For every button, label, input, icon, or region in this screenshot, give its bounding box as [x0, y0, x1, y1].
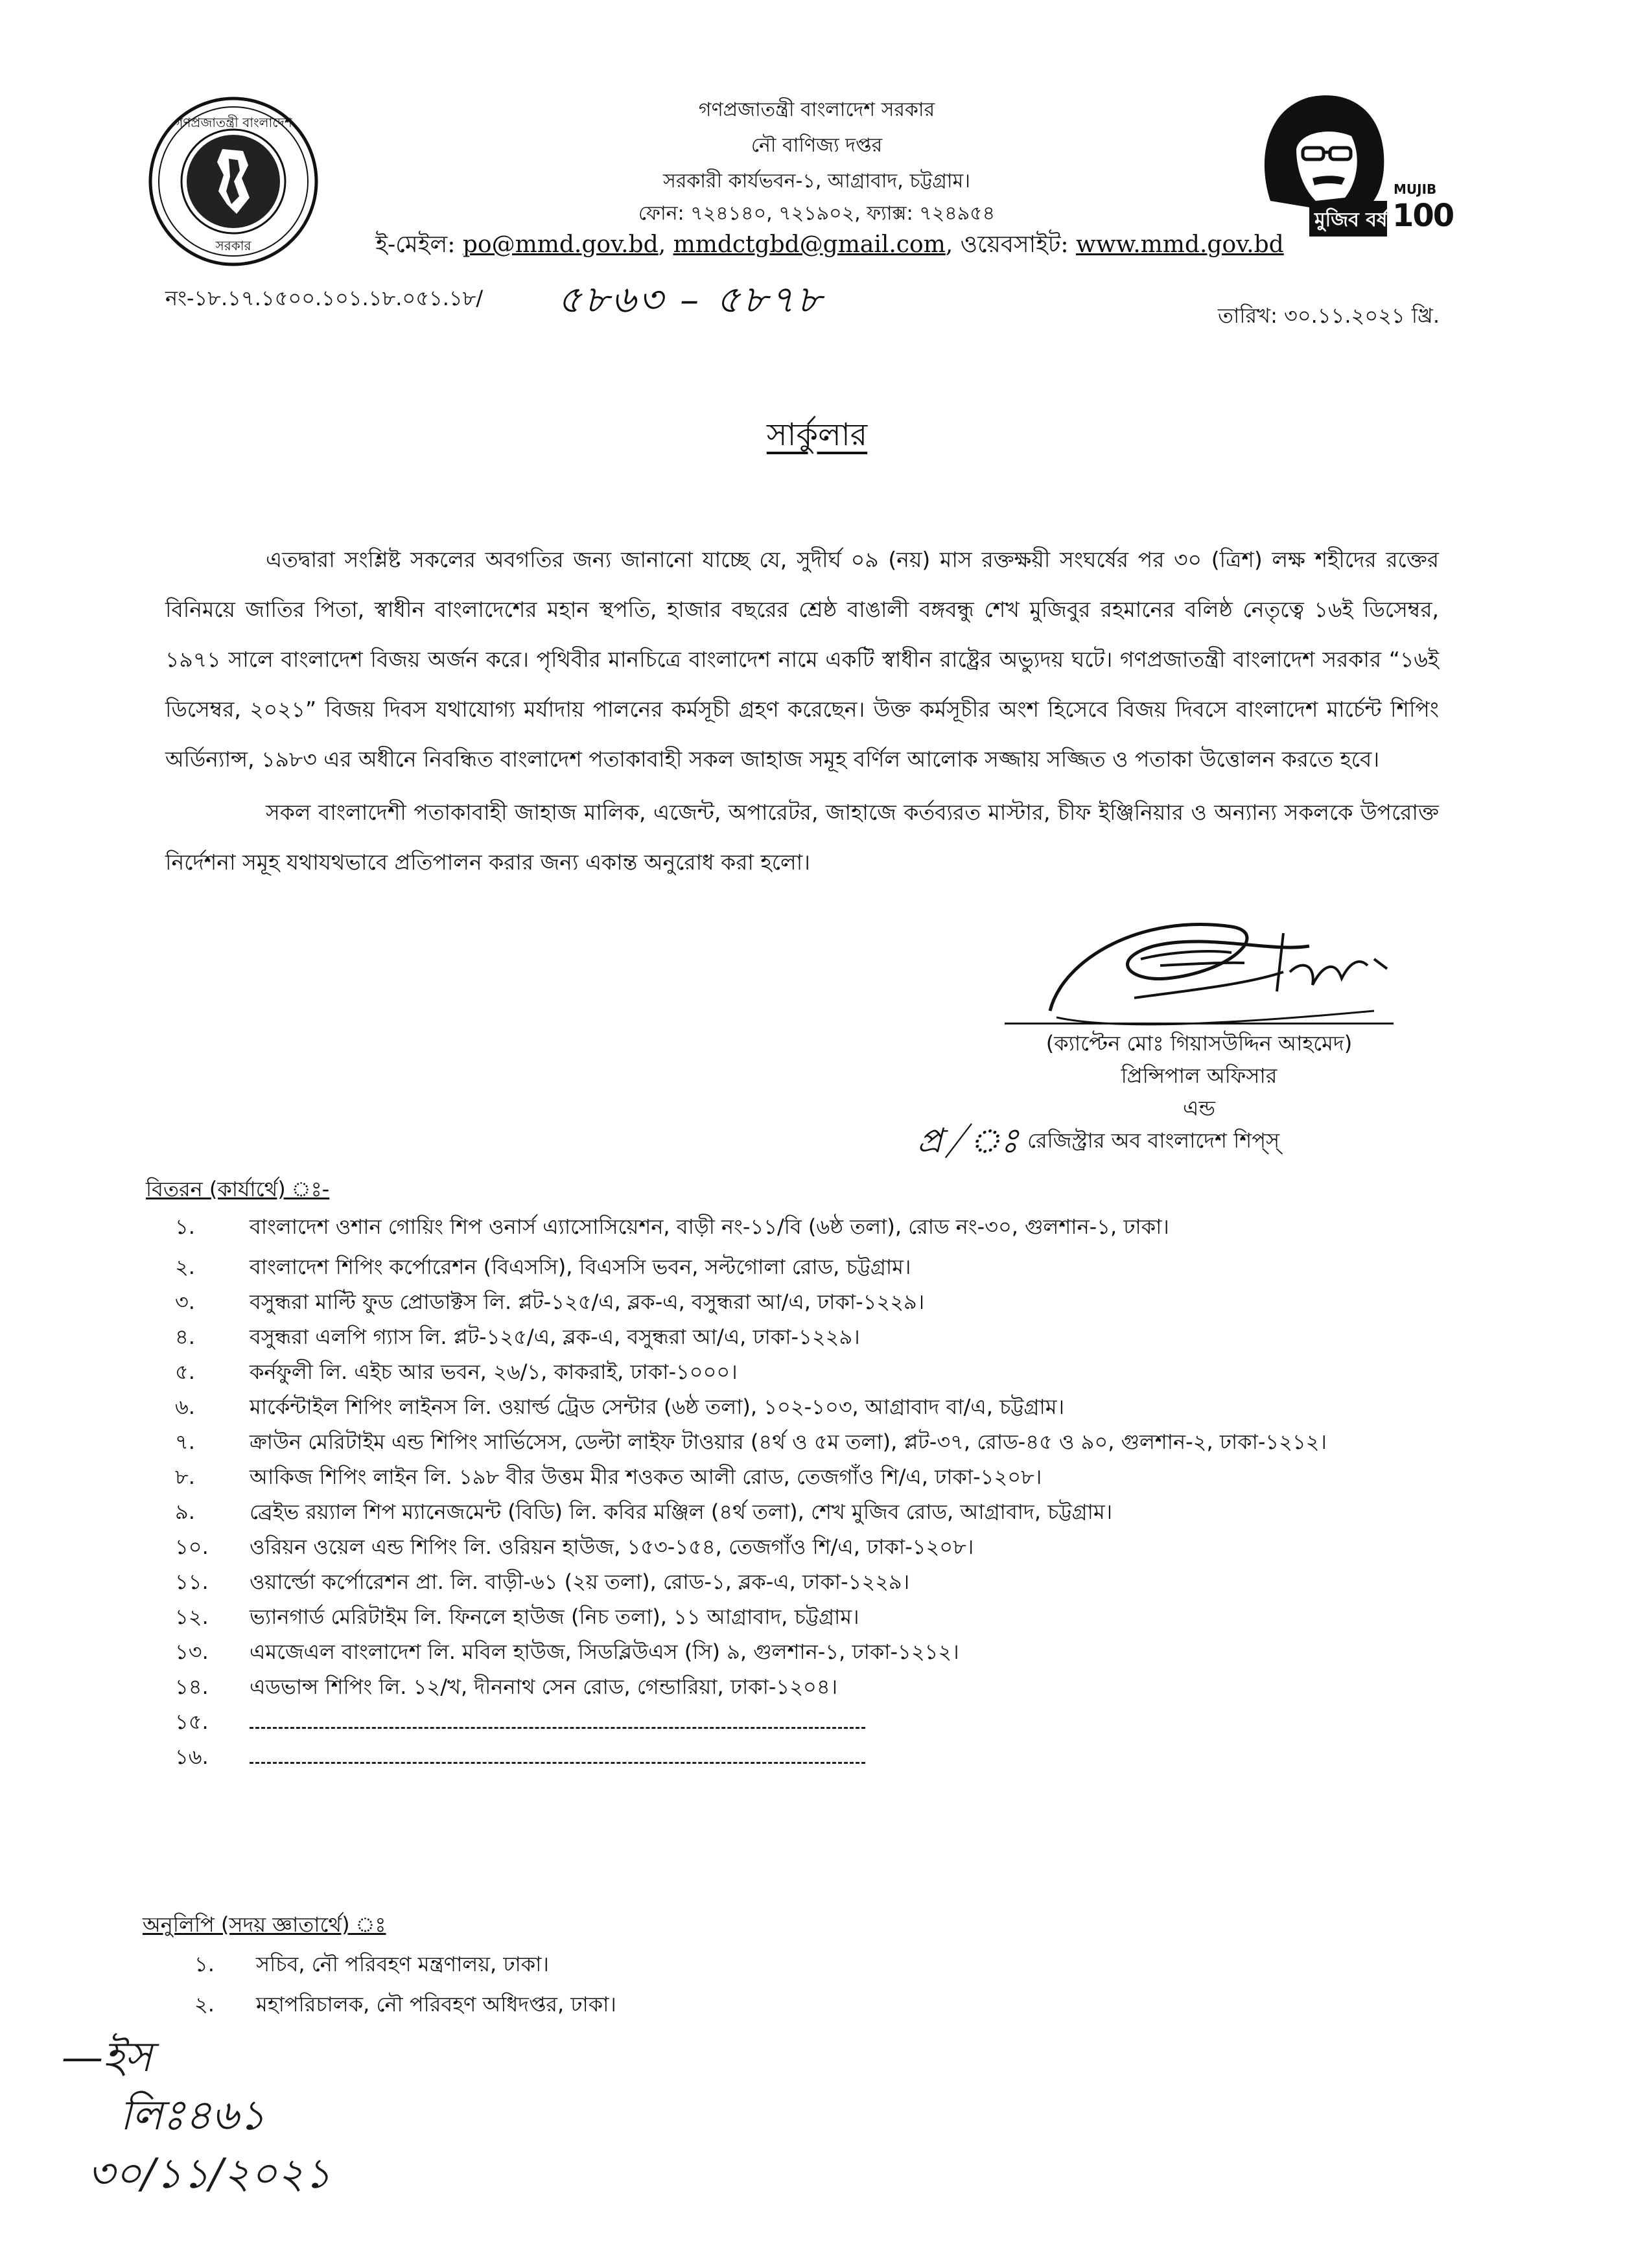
header-line-4: ফোন: ৭২৪১৪০, ৭২১৯০২, ফ্যাক্স: ৭২৪৯৫৪: [638, 202, 996, 225]
reference-number: নং-১৮.১৭.১৫০০.১০১.১৮.০৫১.১৮/: [165, 286, 484, 310]
handwritten-reference: ৫৮৬৩ – ৫৮৭৮: [557, 277, 824, 321]
list-item: ১৫.: [175, 1704, 1458, 1739]
handwritten-note-line-1: —ইস: [62, 2033, 152, 2081]
distribution-list: [175, 1207, 1458, 1774]
distribution-heading: বিতরন (কার্যার্থে) ঃ-: [146, 1177, 330, 1201]
signatory-designation: প্রিন্সিপাল অফিসার: [1121, 1063, 1278, 1088]
list-item: ১৪. এডভান্স শিপিং লি. ১২/খ, দীননাথ সেন রোড, গেন্ডারিয়া, ঢাকা-১২০৪।: [175, 1674, 838, 1699]
list-item: ১. সচিব, নৌ পরিবহণ মন্ত্রণালয়, ঢাকা।: [194, 1952, 549, 1976]
list-item: ১১. ওয়ার্ল্ডো কর্পোরেশন প্রা. লি. বাড়ী-৬১ (২য় তলা), রোড-১, ব্লক-এ, ঢাকা-১২২৯।: [175, 1569, 910, 1594]
handwritten-note-line-2: লিঃ৪৬১: [120, 2092, 266, 2140]
list-item: ৫. কর্নফুলী লি. এইচ আর ভবন, ২৬/১, কাকরাই, ঢাকা-১০০০।: [175, 1360, 738, 1384]
signature-rule: [1005, 1023, 1394, 1024]
list-item: ১২. ভ্যানগার্ড মেরিটাইম লি. ফিনলে হাউজ (নিচ তলা), ১১ আগ্রাবাদ, চট্টগ্রাম।: [175, 1604, 859, 1629]
title-text: সার্কুলার: [766, 417, 868, 453]
list-item: ১৬.: [175, 1739, 1458, 1774]
list-item: ৭. ক্রাউন মেরিটাইম এন্ড শিপিং সার্ভিসেস, ডেল্টা লাইফ টাওয়ার (৪র্থ ও ৫ম তলা), প্লট-৩৭, রোড-৪৫ ও ৯০, গুলশান-২, ঢাকা-১২১২।: [175, 1429, 1327, 1454]
copies-heading: অনুলিপি (সদয় জ্ঞাতার্থে) ঃ: [143, 1912, 386, 1937]
email-label: ই-মেইল:: [375, 231, 456, 258]
signatory-and: এন্ড: [1183, 1096, 1215, 1120]
list-item: ৯. ব্রেইভ রয়্যাল শিপ ম্যানেজমেন্ট (বিডি) লি. কবির মঞ্জিল (৪র্থ তলা), শেখ মুজিব রোড, আগ্রাবাদ, চট্টগ্রাম।: [175, 1499, 1113, 1524]
document-title: [0, 411, 1634, 463]
header-line-3: সরকারী কার্যভবন-১, আগ্রাবাদ, চট্টগ্রাম।: [663, 170, 970, 192]
signatory-office: রেজিস্ট্রার অব বাংলাদেশ শিপ্স্: [1027, 1128, 1280, 1153]
seal-text-bottom: সরকার: [215, 238, 251, 253]
website-link[interactable]: www.mmd.gov.bd: [1076, 231, 1284, 258]
contact-line: ই-মেইল: po@mmd.gov.bd, mmdctgbd@gmail.com, ওয়েবসাইট: www.mmd.gov.bd: [375, 231, 1284, 258]
seal-text-top: গণপ্রজাতন্ত্রী বাংলাদেশ: [174, 115, 292, 130]
list-item: ৮. আকিজ শিপিং লাইন লি. ১৯৮ বীর উত্তম মীর শওকত আলী রোড, তেজগাঁও শি/এ, ঢাকা-১২০৮।: [175, 1464, 1042, 1489]
logo-text: মুজিব বর্ষ: [1314, 209, 1388, 231]
list-item: ২. বাংলাদেশ শিপিং কর্পোরেশন (বিএসসি), বিএসসি ভবন, সল্টগোলা রোড, চট্টগ্রাম।: [175, 1255, 911, 1279]
header-line-1: গণপ্রজাতন্ত্রী বাংলাদেশ সরকার: [698, 98, 935, 121]
website-label: ওয়েবসাইট:: [960, 231, 1069, 258]
logo-small: MUJIB: [1394, 181, 1437, 197]
list-item: ১৩. এমজেএল বাংলাদেশ লি. মবিল হাউজ, সিডব্লিউএস (সি) ৯, গুলশান-১, ঢাকা-১২১২।: [175, 1639, 959, 1664]
list-item: ৬. মার্কেন্টাইল শিপিং লাইনস লি. ওয়ার্ল্ড ট্রেড সেন্টার (৬ষ্ঠ তলা), ১০২-১০৩, আগ্রাবাদ বা/এ, চট্টগ্রাম।: [175, 1394, 1065, 1419]
mujib-borsho-logo: [1231, 71, 1465, 240]
blank-line: [250, 1749, 865, 1764]
header-line-2: নৌ বাণিজ্য দপ্তর: [751, 134, 883, 157]
body-paragraph-2: সকল বাংলাদেশী পতাকাবাহী জাহাজ মালিক, এজেন্ট, অপারেটর, জাহাজে কর্তব্যরত মাস্টার, চীফ ইঞ্জিনিয়ার ও অন্যান্য সকলকে উপরোক্ত নির্দেশনা সমূহ যথাযথভাবে প্রতিপালন করার জন্য একান্ত অনুরোধ করা হলো।: [165, 800, 1439, 875]
signatory-name: (ক্যাপ্টেন মোঃ গিয়াসউদ্দিন আহমেদ): [1045, 1031, 1353, 1056]
blank-line: [250, 1714, 865, 1729]
list-item: ২. মহাপরিচালক, নৌ পরিবহণ অধিদপ্তর, ঢাকা।: [194, 1992, 616, 2017]
list-item: ৪. বসুন্ধরা এলপি গ্যাস লি. প্লট-১২৫/এ, ব্লক-এ, বসুন্ধরা আ/এ, ঢাকা-১২২৯।: [175, 1325, 860, 1349]
logo-number: 100: [1392, 198, 1454, 234]
document-date: তারিখ: ৩০.১১.২০২১ খ্রি.: [1218, 303, 1440, 328]
list-item: ১০. ওরিয়ন ওয়েল এন্ড শিপিং লি. ওরিয়ন হাউজ, ১৫৩-১৫৪, তেজগাঁও শি/এ, ঢাকা-১২০৮।: [175, 1534, 974, 1559]
handwritten-note-line-3: ৩০/১১/২০২১: [88, 2150, 331, 2198]
signature-scribble: [1037, 881, 1400, 1037]
list-item: ১. বাংলাদেশ ওশান গোয়িং শিপ ওনার্স এ্যাসোসিয়েশন, বাড়ী নং-১১/বি (৬ষ্ঠ তলা), রোড নং-৩০, গুলশান-১, ঢাকা।: [175, 1214, 1169, 1239]
copies-list: [194, 1944, 1478, 2024]
body-paragraph-1: এতদ্বারা সংশ্লিষ্ট সকলের অবগতির জন্য জানানো যাচ্ছে যে, সুদীর্ঘ ০৯ (নয়) মাস রক্তক্ষয়ী সংঘর্ষের পর ৩০ (ত্রিশ) লক্ষ শহীদের রক্তের বিনিময়ে জাতির পিতা, স্বাধীন বাংলাদেশের মহান স্থপতি, হাজার বছরের শ্রেষ্ঠ বাঙালী বঙ্গবন্ধু শেখ মুজিবুর রহমানের বলিষ্ঠ নেতৃত্বে ১৬ই ডিসেম্বর, ১৯৭১ সালে বাংলাদেশ বিজয় অর্জন করে। পৃথিবীর মানচিত্রে বাংলাদেশ নামে একটি স্বাধীন রাষ্ট্রের অভ্যুদয় ঘটে। গণপ্রজাতন্ত্রী বাংলাদেশ সরকার “১৬ই ডিসেম্বর, ২০২১” বিজয় দিবস যথাযোগ্য মর্যাদায় পালনের কর্মসূচী গ্রহণ করেছেন। উক্ত কর্মসূচীর অংশ হিসেবে বিজয় দিবসে বাংলাদেশ মার্চেন্ট শিপিং অর্ডিন্যান্স, ১৯৮৩ এর অধীনে নিবন্ধিত বাংলাদেশ পতাকাবাহী সকল জাহাজ সমূহ বর্ণিল আলোক সজ্জায় সজ্জিত ও পতাকা উত্তোলন করতে হবে।: [165, 547, 1439, 772]
email-link-2[interactable]: mmdctgbd@gmail.com: [673, 231, 946, 258]
signature-block: [998, 1027, 1400, 1124]
handwritten-note: [62, 2028, 331, 2203]
list-item: ৩. বসুন্ধরা মাল্টি ফুড প্রোডাক্টস লি. প্লট-১২৫/এ, ব্লক-এ, বসুন্ধরা আ/এ, ঢাকা-১২২৯।: [175, 1290, 925, 1314]
handwritten-prefix: প্র/ঃ: [917, 1122, 1019, 1161]
email-link-1[interactable]: po@mmd.gov.bd: [462, 231, 659, 258]
